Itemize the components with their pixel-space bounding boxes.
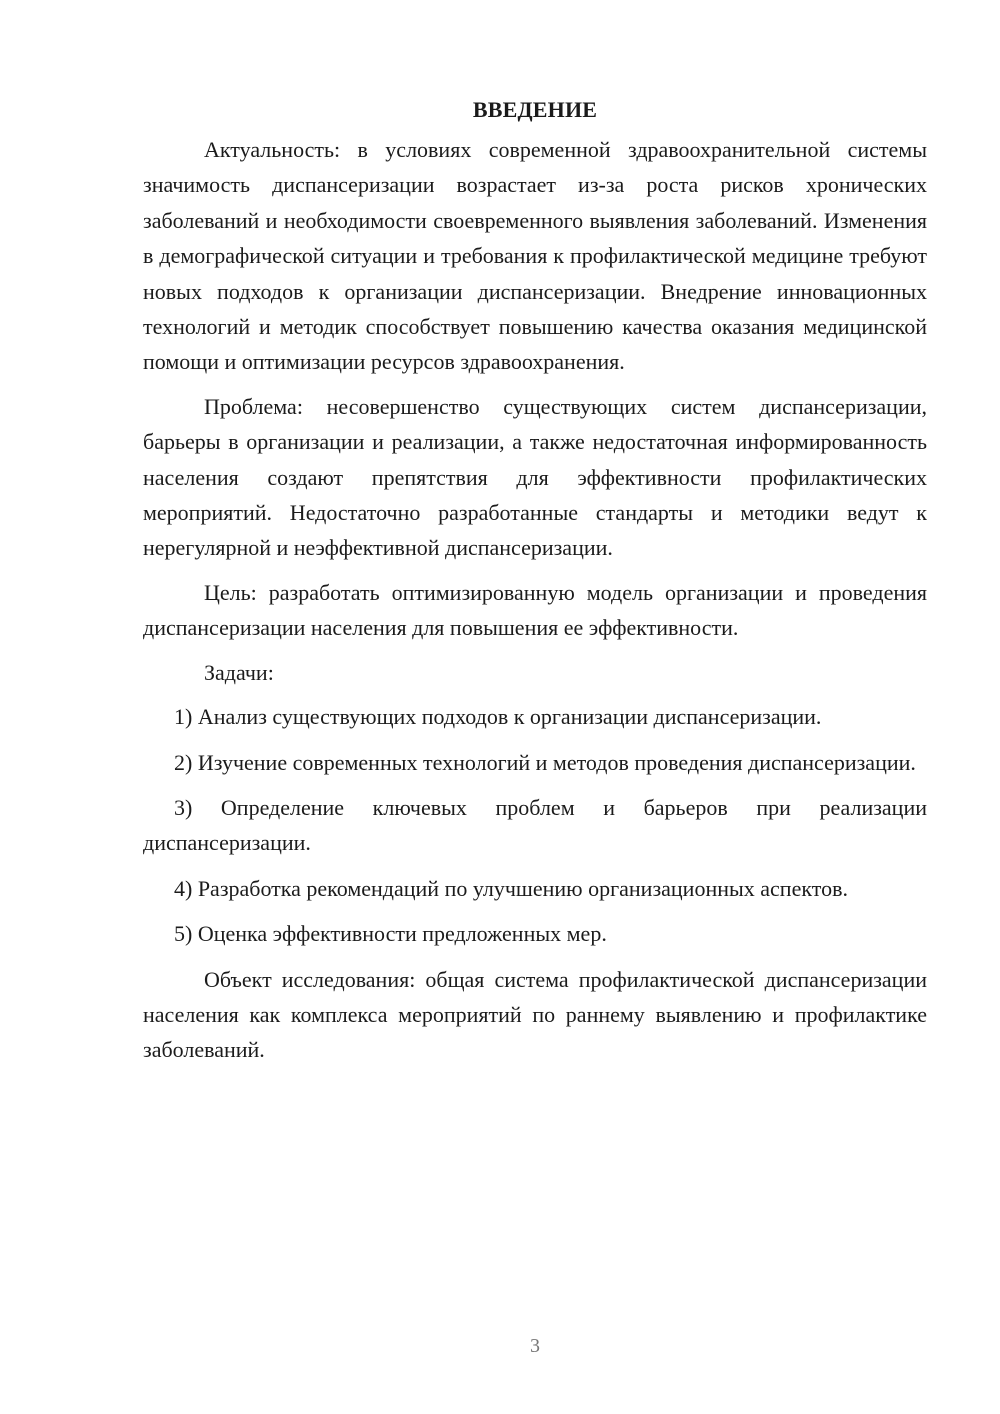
- paragraph-problem: Проблема: несовершенство существующих систем диспансеризации, барьеры в организации и реализации, а также недостаточная информированность населения создают препятствия для эффективности профилактических мероприятий. Недостаточно разработанные стандарты и методики ведут к нерегулярной и неэффективной диспансеризации.: [143, 393, 927, 561]
- paragraph-relevance: Актуальность: в условиях современной здравоохранительной системы значимость диспансеризации возрастает из-за роста рисков хронических заболеваний и необходимости своевременного выявления заболеваний. Изменения в демографической ситуации и требования к профилактической медицине требуют новых подходов к организации диспансеризации. Внедрение инновационных технологий и методик способствует повышению качества оказания медицинской помощи и оптимизации ресурсов здравоохранения.: [143, 137, 927, 375]
- page-number: 3: [530, 1335, 540, 1357]
- task-item-1: 1) Анализ существующих подходов к организации диспансеризации.: [174, 704, 822, 730]
- tasks-label: Задачи:: [204, 659, 274, 685]
- task-item-3: 3) Определение ключевых проблем и барьеров при реализации диспансеризации.: [143, 794, 927, 856]
- task-item-2: 2) Изучение современных технологий и методов проведения диспансеризации.: [174, 749, 916, 775]
- task-item-4: 4) Разработка рекомендаций по улучшению организационных аспектов.: [174, 875, 848, 901]
- paragraph-object: Объект исследования: общая система профилактической диспансеризации населения как комплекса мероприятий по раннему выявлению и профилактике заболеваний.: [143, 966, 927, 1063]
- paragraph-goal: Цель: разработать оптимизированную модель организации и проведения диспансеризации населения для повышения ее эффективности.: [143, 579, 927, 641]
- page-content: [143, 92, 927, 1077]
- task-item-5: 5) Оценка эффективности предложенных мер.: [174, 921, 607, 947]
- page-title: ВВЕДЕНИЕ: [472, 97, 598, 122]
